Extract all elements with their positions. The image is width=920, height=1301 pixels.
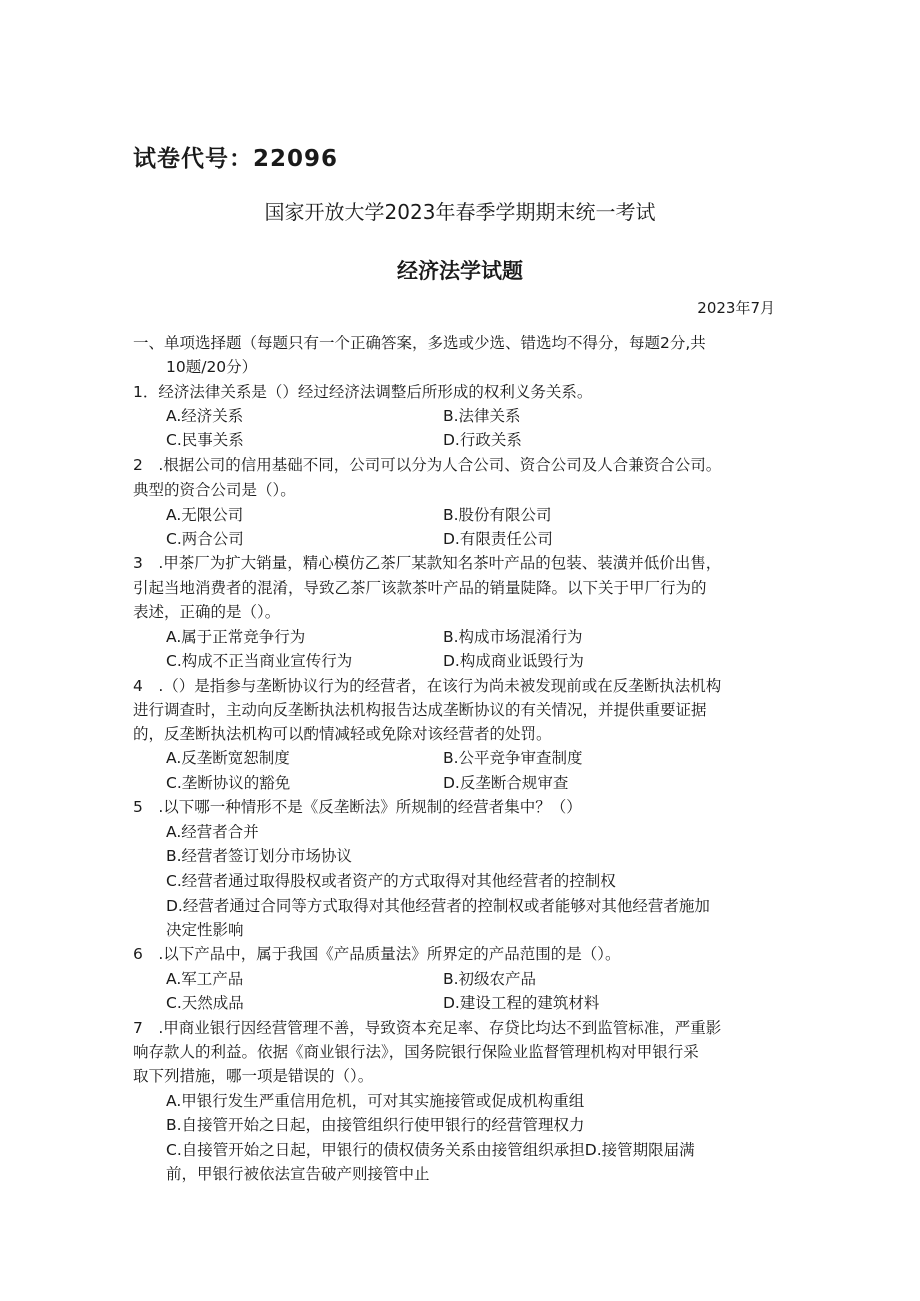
q7-option-b: B.自接管开始之日起，由接管组织行使甲银行的经营管理权力 (166, 1116, 585, 1134)
q7-option-c-text: C.自接管开始之日起，甲银行的债权债务关系由接管组织承担 (166, 1141, 585, 1159)
q7-stem-line1: 7 .甲商业银行因经营管理不善，导致资本充足率、存贷比均达不到监管标准，严重影 (133, 1019, 722, 1037)
q7-option-c (166, 1140, 695, 1160)
q3-option-d: D.构成商业诋毁行为 (443, 652, 584, 670)
q5-option-c: C.经营者通过取得股权或者资产的方式取得对其他经营者的控制权 (166, 872, 616, 890)
q4-stem-line3: 的，反垄断执法机构可以酌情减轻或免除对该经营者的处罚。 (133, 725, 552, 743)
section-heading-cont: 10题/20分） (166, 358, 258, 376)
q6-option-a: A.军工产品 (166, 970, 244, 988)
q5-stem: 5 .以下哪一种情形不是《反垄断法》所规制的经营者集中？（） (133, 798, 582, 816)
q2-option-b: B.股份有限公司 (443, 506, 552, 524)
paper-code: 试卷代号：22096 (133, 146, 339, 172)
q3-option-c: C.构成不正当商业宣传行为 (166, 652, 353, 670)
q5-option-d: D.经营者通过合同等方式取得对其他经营者的控制权或者能够对其他经营者施加 (166, 897, 710, 915)
q3-stem-line2: 引起当地消费者的混淆，导致乙茶厂该款茶叶产品的销量陡降。以下关于甲厂行为的 (133, 579, 707, 597)
exam-title: 国家开放大学2023年春季学期期末统一考试 (264, 200, 656, 224)
q7-option-d: D.接管期限届满 (584, 1141, 695, 1159)
q4-stem-line1: 4 .（）是指参与垄断协议行为的经营者，在该行为尚未被发现前或在反垄断执法机构 (133, 677, 722, 695)
q2-option-c: C.两合公司 (166, 530, 244, 548)
q2-option-a: A.无限公司 (166, 506, 244, 524)
q6-stem: 6 .以下产品中，属于我国《产品质量法》所界定的产品范围的是（）。 (133, 945, 621, 963)
q1-option-d: D.行政关系 (443, 431, 522, 449)
q3-stem-line1: 3 .甲茶厂为扩大销量，精心模仿乙茶厂某款知名茶叶产品的包装、装潢并低价出售， (133, 554, 722, 572)
q1-option-c: C.民事关系 (166, 431, 244, 449)
q6-option-c: C.天然成品 (166, 994, 244, 1012)
q1-stem: 1．经济法律关系是（）经过经济法调整后所形成的权利义务关系。 (133, 383, 593, 401)
q6-option-b: B.初级农产品 (443, 970, 537, 988)
q4-option-a: A.反垄断宽恕制度 (166, 749, 290, 767)
q1-option-b: B.法律关系 (443, 407, 521, 425)
q5-option-b: B.经营者签订划分市场协议 (166, 847, 353, 865)
subject-title: 经济法学试题 (397, 259, 523, 283)
q4-option-c: C.垄断协议的豁免 (166, 774, 291, 792)
q3-option-b: B.构成市场混淆行为 (443, 628, 583, 646)
q6-option-d: D.建设工程的建筑材料 (443, 994, 600, 1012)
q3-option-a: A.属于正常竞争行为 (166, 628, 306, 646)
q7-stem-line2: 响存款人的利益。依据《商业银行法》，国务院银行保险业监督管理机构对甲银行采 (133, 1043, 699, 1061)
q1-option-a: A.经济关系 (166, 407, 244, 425)
q2-stem-line1: 2 .根据公司的信用基础不同，公司可以分为人合公司、资合公司及人合兼资合公司。 (133, 456, 722, 474)
q7-option-a: A.甲银行发生严重信用危机，可对其实施接管或促成机构重组 (166, 1092, 585, 1110)
q7-option-d-cont: 前，甲银行被依法宣告破产则接管中止 (166, 1165, 430, 1183)
q3-stem-line3: 表述，正确的是（）。 (133, 603, 281, 621)
q7-stem-line3: 取下列措施，哪一项是错误的（）。 (133, 1067, 374, 1085)
q4-stem-line2: 进行调查时，主动向反垄断执法机构报告达成垄断协议的有关情况，并提供重要证据 (133, 701, 707, 719)
section-heading: 一、单项选择题（每题只有一个正确答案，多选或少选、错选均不得分，每题2分,共 (133, 334, 706, 352)
exam-date: 2023年7月 (697, 299, 775, 317)
q2-option-d: D.有限责任公司 (443, 530, 553, 548)
q4-option-b: B.公平竞争审查制度 (443, 749, 583, 767)
q5-option-d-cont: 决定性影响 (166, 921, 244, 939)
q4-option-d: D.反垄断合规审查 (443, 774, 569, 792)
q2-stem-line2: 典型的资合公司是（）。 (133, 481, 296, 499)
q5-option-a: A.经营者合并 (166, 823, 259, 841)
